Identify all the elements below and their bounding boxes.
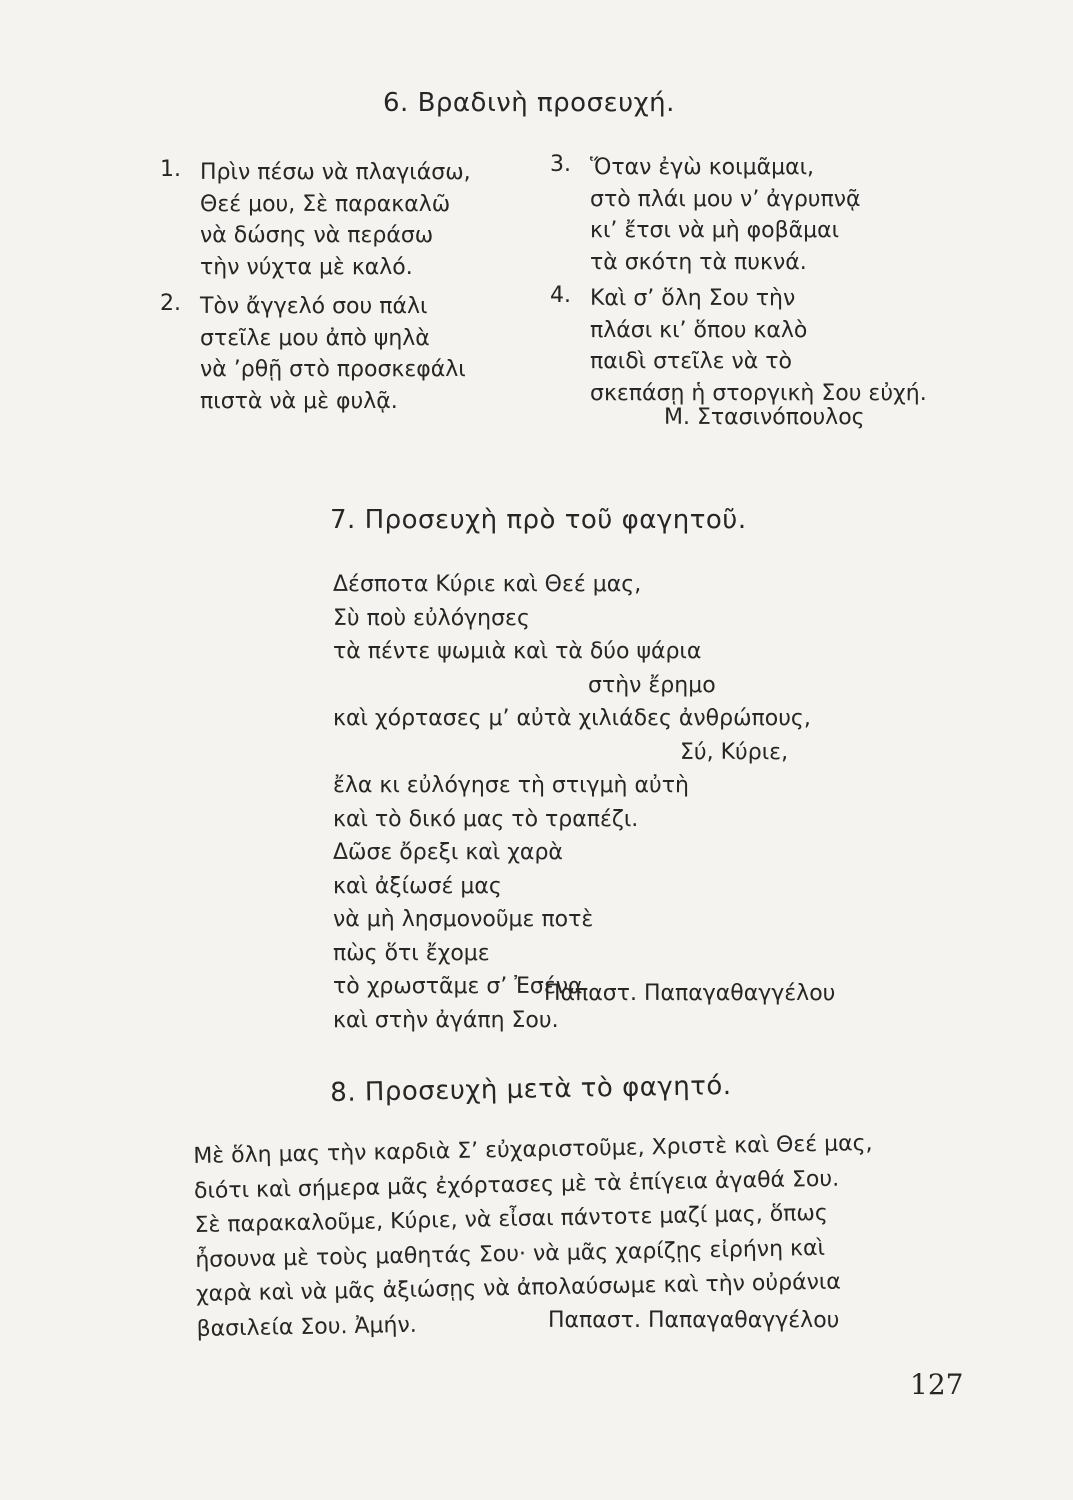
verse-line: πλάσι κι’ ὅπου καλὸ [590,317,808,343]
prayer-line: πὼς ὅτι ἔχομε [333,940,490,966]
section-7-prayer [333,568,811,1037]
prayer-line: ἦσουνα μὲ τοὺς μαθητάς Σου· νὰ μᾶς χαρίζῃς εἰρήνη καὶ [195,1235,826,1273]
prayer-line: Σὲ παρακαλοῦμε, Κύριε, νὰ εἶσαι πάντοτε μαζί μας, ὅπως [194,1200,828,1238]
verse-line: τὴν νύχτα μὲ καλό. [200,254,413,280]
prayer-line: Δέσποτα Κύριε καὶ Θεέ μας, [333,572,642,597]
verse-line: σκεπάσῃ ἡ στοργικὴ Σου εὐχή. [590,380,927,406]
verse-line: Τὸν ἄγγελό σου πάλι [200,294,428,319]
verse-line: Πρὶν πέσω νὰ πλαγιάσω, [200,160,471,185]
prayer-line: τὰ πέντε ψωμιὰ καὶ τὰ δύο ψάρια [333,639,702,664]
stanza-1 [160,157,471,283]
prayer-line: ἔλα κι εὐλόγησε τὴ στιγμὴ αὐτὴ [333,773,689,798]
stanza-3 [550,152,861,278]
section-8-title: 8. Προσευχὴ μετὰ τὸ φαγητό. [330,1070,732,1108]
stanza-number: 1. [160,157,181,182]
section-6-author: Μ. Στασινόπουλος [664,405,865,430]
prayer-line: τὸ χρωστᾶμε σ’ Ἐσένα [333,974,583,999]
section-7-author: Παπαστ. Παπαγαθαγγέλου [544,981,836,1006]
prayer-line: καὶ ἀξίωσέ μας [333,873,502,899]
prayer-line: Μὲ ὅλη μας τὴν καρδιὰ Σ’ εὐχαριστοῦμε, Χριστὲ καὶ Θεέ μας, [193,1130,873,1169]
verse-line: τὰ σκότη τὰ πυκνά. [590,249,807,275]
stanza-number: 2. [160,291,181,316]
prayer-line: Δῶσε ὄρεξι καὶ χαρὰ [333,840,563,865]
section-7-title: 7. Προσευχὴ πρὸ τοῦ φαγητοῦ. [330,505,747,535]
verse-line: Καὶ σ’ ὅλη Σου τὴν [590,286,796,311]
verse-line: στεῖλε μου ἀπὸ ψηλὰ [200,325,430,351]
prayer-line: στὴν ἔρημο [588,672,716,698]
prayer-line: νὰ μὴ λησμονοῦμε ποτὲ [333,907,594,932]
section-6-title: 6. Βραδινὴ προσευχή. [383,88,675,118]
stanza-4 [550,283,927,409]
verse-line: παιδὶ στεῖλε νὰ τὸ [590,349,793,374]
stanza-number: 4. [550,283,571,308]
verse-line: Θεέ μου, Σὲ παρακαλῶ [200,191,451,217]
prayer-line: διότι καὶ σήμερα μᾶς ἐχόρτασες μὲ τὰ ἐπίγεια ἀγαθά Σου. [193,1166,840,1204]
verse-line: νὰ δώσης νὰ περάσω [200,223,434,248]
verse-line: κι’ ἔτσι νὰ μὴ φοβᾶμαι [590,218,840,243]
stanza-number: 3. [550,152,571,177]
prayer-line: καὶ τὸ δικό μας τὸ τραπέζι. [333,806,639,832]
prayer-line: Σύ, Κύριε, [680,739,789,765]
stanza-2 [160,291,466,417]
verse-line: Ὅταν ἐγὼ κοιμᾶμαι, [590,155,815,180]
verse-line: νὰ ’ρθῇ στὸ προσκεφάλι [200,357,466,382]
prayer-line: βασιλεία Σου. Ἀμήν. [196,1312,417,1342]
verse-line: στὸ πλάι μου ν’ ἀγρυπνᾷ [590,186,861,212]
verse-line: πιστὰ νὰ μὲ φυλᾷ. [200,388,398,414]
prayer-line: καὶ στὴν ἀγάπη Σου. [333,1007,559,1033]
page-number: 127 [910,1368,964,1401]
prayer-line: καὶ χόρτασες μ’ αὐτὰ χιλιάδες ἀνθρώπους, [333,706,811,731]
prayer-line: Σὺ ποὺ εὐλόγησες [333,605,530,631]
prayer-line: χαρὰ καὶ νὰ μᾶς ἀξιώσῃς νὰ ἀπολαύσωμε καὶ τὴν οὐράνια [195,1269,842,1307]
section-8-author: Παπαστ. Παπαγαθαγγέλου [548,1308,840,1333]
